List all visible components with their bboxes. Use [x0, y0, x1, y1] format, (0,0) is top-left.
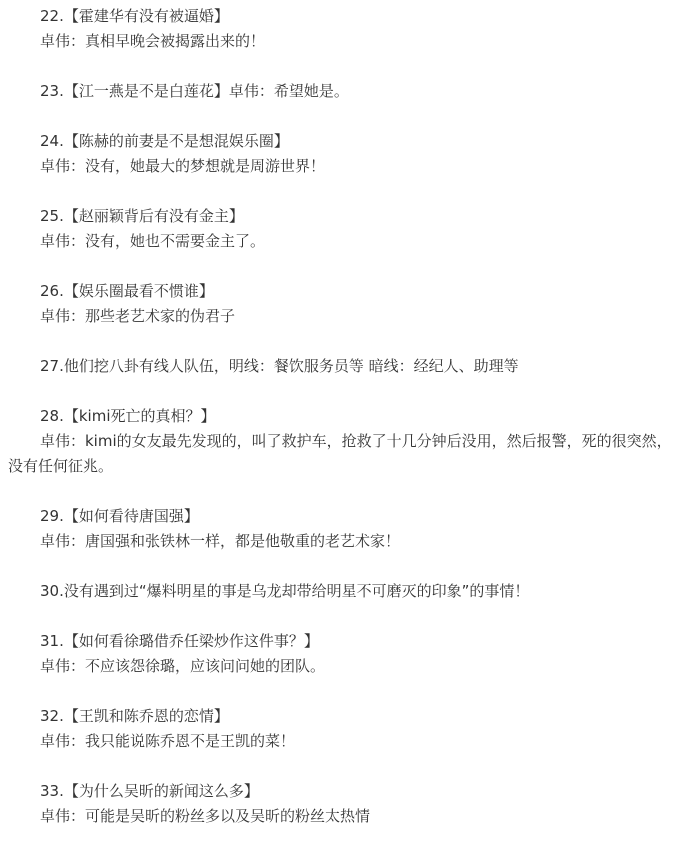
question-line: 31.【如何看徐璐借乔任梁炒作这件事？】 — [40, 632, 319, 650]
answer-line: 卓伟：真相早晚会被揭露出来的！ — [40, 32, 266, 50]
question-line: 22.【霍建华有没有被逼婚】 — [40, 7, 229, 25]
statement-line: 30.没有遇到过“爆料明星的事是乌龙却带给明星不可磨灭的印象”的事情！ — [40, 582, 530, 600]
qa-item-29 — [8, 504, 686, 554]
statement-line: 27.他们挖八卦有线人队伍，明线：餐饮服务员等 暗线：经纪人、助理等 — [40, 357, 519, 375]
answer-line: 卓伟：没有，她最大的梦想就是周游世界！ — [40, 157, 326, 175]
question-line: 25.【赵丽颖背后有没有金主】 — [40, 207, 244, 225]
qa-item-23 — [8, 79, 686, 104]
qa-item-32 — [8, 704, 686, 754]
question-answer-line: 23.【江一燕是不是白莲花】卓伟：希望她是。 — [40, 82, 349, 100]
answer-line: 卓伟：kimi的女友最先发现的，叫了救护车，抢救了十几分钟后没用，然后报警，死的很突然，没有任何征兆。 — [8, 432, 672, 475]
answer-line: 卓伟：唐国强和张铁林一样，都是他敬重的老艺术家！ — [40, 532, 401, 550]
qa-item-30 — [8, 579, 686, 604]
answer-line: 卓伟：没有，她也不需要金主了。 — [40, 232, 266, 250]
qa-item-31 — [8, 629, 686, 679]
qa-item-28 — [8, 404, 686, 479]
qa-item-26 — [8, 279, 686, 329]
answer-line: 卓伟：不应该怨徐璐，应该问问她的团队。 — [40, 657, 326, 675]
qa-item-22 — [8, 4, 686, 54]
qa-item-25 — [8, 204, 686, 254]
answer-line: 卓伟：我只能说陈乔恩不是王凯的菜！ — [40, 732, 296, 750]
qa-item-24 — [8, 129, 686, 179]
question-line: 28.【kimi死亡的真相？】 — [40, 407, 216, 425]
answer-line: 卓伟：可能是吴昕的粉丝多以及吴昕的粉丝太热情 — [40, 807, 371, 825]
qa-item-33 — [8, 779, 686, 829]
question-line: 33.【为什么吴昕的新闻这么多】 — [40, 782, 259, 800]
answer-line: 卓伟：那些老艺术家的伪君子 — [40, 307, 236, 325]
question-line: 29.【如何看待唐国强】 — [40, 507, 199, 525]
question-line: 24.【陈赫的前妻是不是想混娱乐圈】 — [40, 132, 289, 150]
qa-item-27 — [8, 354, 686, 379]
question-line: 26.【娱乐圈最看不惯谁】 — [40, 282, 214, 300]
question-line: 32.【王凯和陈乔恩的恋情】 — [40, 707, 229, 725]
